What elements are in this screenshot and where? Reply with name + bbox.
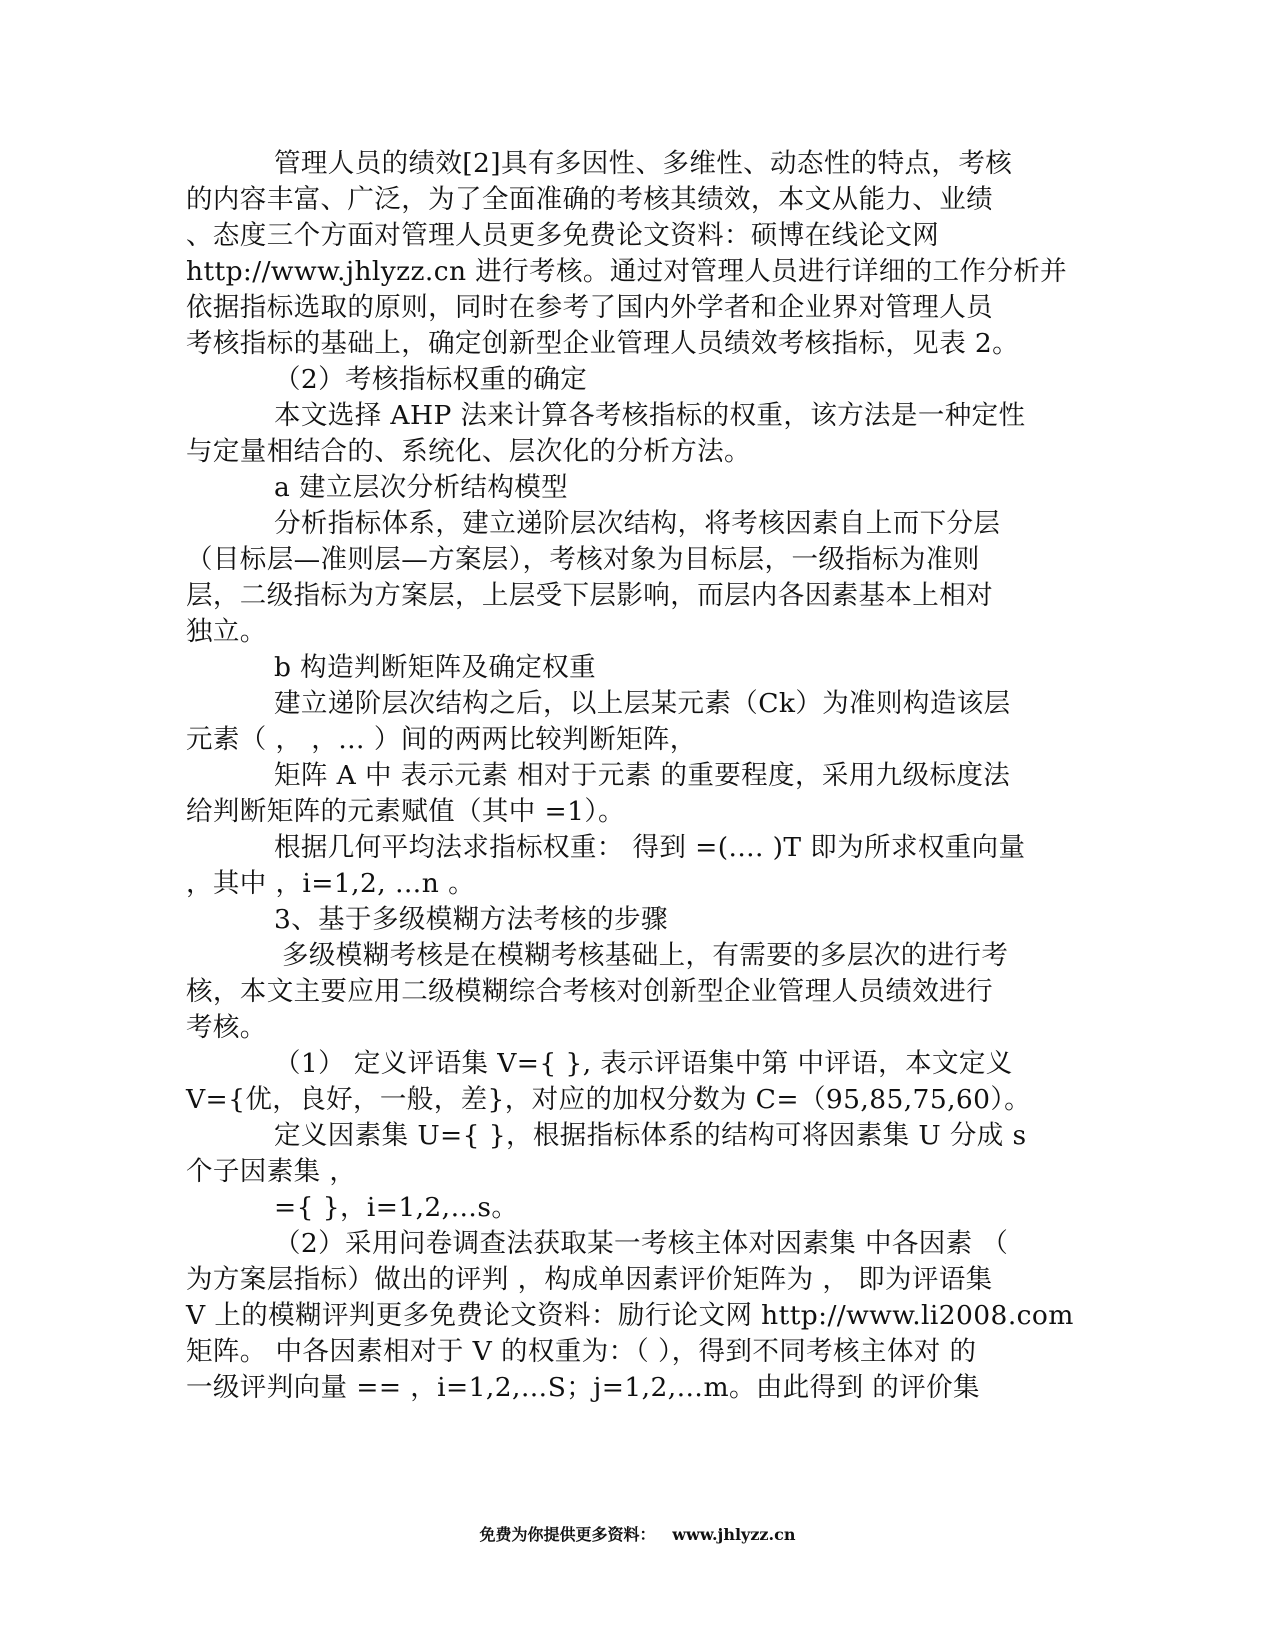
paragraph-line: 矩阵 A 中 表示元素 相对于元素 的重要程度，采用九级标度法 (274, 760, 1011, 791)
paragraph-line: 核，本文主要应用二级模糊综合考核对创新型企业管理人员绩效进行 (186, 976, 993, 1007)
footer-link[interactable]: www.jhlyzz.cn (672, 1525, 796, 1544)
paragraph-line: 建立递阶层次结构之后，以上层某元素（Ck）为准则构造该层 (274, 688, 1011, 719)
paragraph-line: 一级评判向量 == ，i=1,2,…S；j=1,2,…m。由此得到 的评价集 (186, 1372, 980, 1403)
paragraph-line: （2）采用问卷调查法获取某一考核主体对因素集 中各因素 （ (274, 1228, 1009, 1259)
paragraph-line: V={优，良好，一般，差}，对应的加权分数为 C=（95,85,75,60）。 (186, 1084, 1031, 1115)
paragraph-line: 元素（ ， ，… ）间的两两比较判断矩阵， (186, 724, 697, 755)
paragraph-line: 考核指标的基础上，确定创新型企业管理人员绩效考核指标，见表 2。 (186, 328, 1020, 359)
page-footer (0, 1524, 1275, 1546)
paragraph-line: 定义因素集 U={ }，根据指标体系的结构可将因素集 U 分成 s (274, 1120, 1027, 1151)
section-heading: a 建立层次分析结构模型 (274, 472, 569, 503)
section-heading: （2）考核指标权重的确定 (274, 364, 588, 395)
paragraph-line: 为方案层指标）做出的评判 ，构成单因素评价矩阵为 ， 即为评语集 (186, 1264, 993, 1295)
paragraph-line: 给判断矩阵的元素赋值（其中 =1）。 (186, 796, 625, 827)
paragraph-line: 、态度三个方面对管理人员更多免费论文资料：硕博在线论文网 (186, 220, 940, 251)
paragraph-line: 分析指标体系，建立递阶层次结构，将考核因素自上而下分层 (274, 508, 1001, 539)
section-heading: 3、基于多级模糊方法考核的步骤 (274, 904, 668, 935)
paragraph-line: 独立。 (186, 616, 267, 647)
paragraph-line: （1） 定义评语集 V={ }, 表示评语集中第 中评语，本文定义 (274, 1048, 1013, 1079)
paragraph-line: 与定量相结合的、系统化、层次化的分析方法。 (186, 436, 751, 467)
paragraph-line: ，其中 ，i=1,2, …n 。 (186, 868, 475, 899)
paragraph-line: 依据指标选取的原则，同时在参考了国内外学者和企业界对管理人员 (186, 292, 993, 323)
paragraph-line: 根据几何平均法求指标权重： 得到 =(.... )T 即为所求权重向量 (274, 832, 1026, 863)
paragraph-line: ={ }，i=1,2,…s。 (274, 1192, 519, 1223)
paragraph-line: 考核。 (186, 1012, 267, 1043)
footer-label: 免费为你提供更多资料： (479, 1525, 656, 1544)
paragraph-line: 本文选择 AHP 法来计算各考核指标的权重，该方法是一种定性 (274, 400, 1026, 431)
paragraph-line: 矩阵。 中各因素相对于 V 的权重为：（ ），得到不同考核主体对 的 (186, 1336, 977, 1367)
paragraph-line: V 上的模糊评判更多免费论文资料：励行论文网 http://www.li2008.com (186, 1300, 1074, 1331)
paragraph-line: 多级模糊考核是在模糊考核基础上，有需要的多层次的进行考 (282, 940, 1009, 971)
paragraph-line: http://www.jhlyzz.cn 进行考核。通过对管理人员进行详细的工作分析并 (186, 256, 1068, 287)
paragraph-line: 管理人员的绩效[2]具有多因性、多维性、动态性的特点，考核 (274, 148, 1013, 179)
paragraph-line: （目标层—准则层—方案层），考核对象为目标层，一级指标为准则 (186, 544, 980, 575)
paragraph-line: 的内容丰富、广泛，为了全面准确的考核其绩效，本文从能力、业绩 (186, 184, 993, 215)
paragraph-line: 个子因素集 ， (186, 1156, 357, 1187)
paragraph-line: 层，二级指标为方案层，上层受下层影响，而层内各因素基本上相对 (186, 580, 993, 611)
section-heading: b 构造判断矩阵及确定权重 (274, 652, 597, 683)
